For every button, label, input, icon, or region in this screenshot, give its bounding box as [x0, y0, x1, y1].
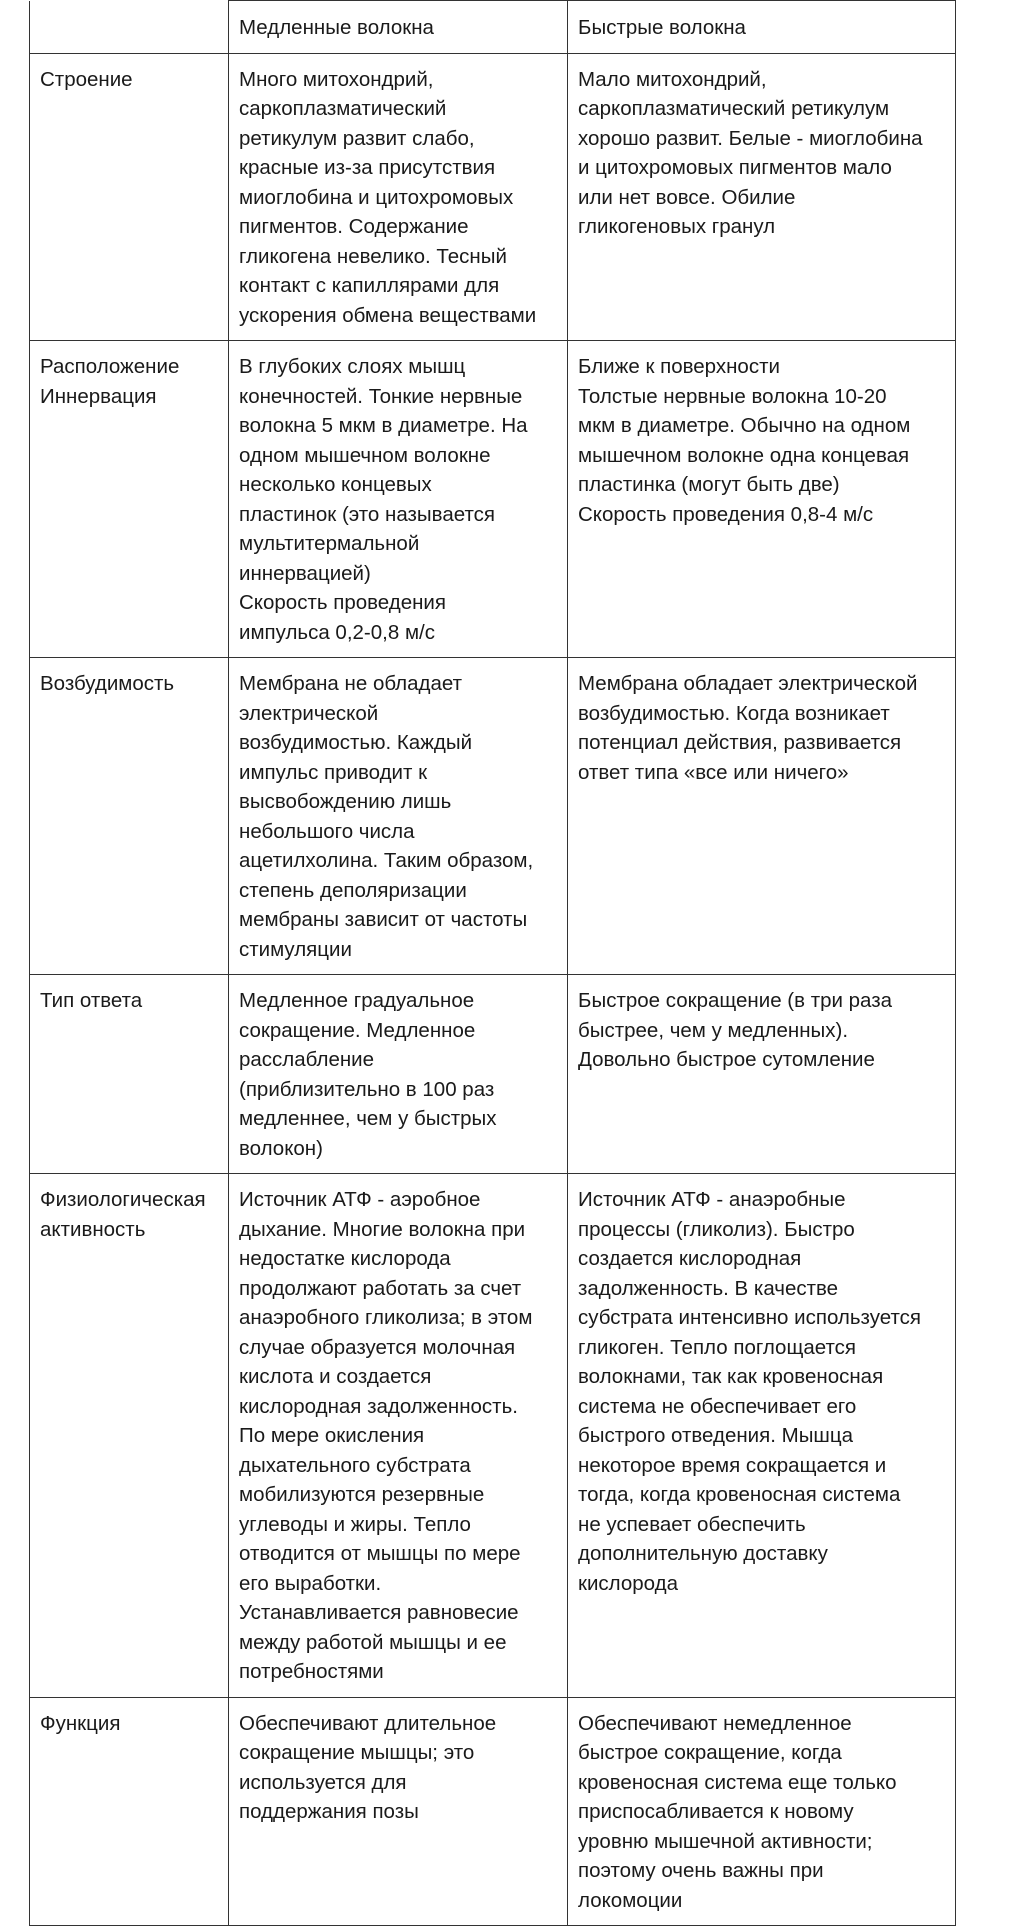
- slow-fiber-cell: Много митохондрий, саркоплазматический ретикулум развит слабо, красные из-за присутствия миоглобина и цитохромовых пигментов. Содержание гликогена невелико. Тесный контакт с капиллярами для ускорения обмена веществами: [229, 53, 568, 341]
- fast-fiber-cell: Источник АТФ - анаэробные процессы (гликолиз). Быстро создается кислородная задолженность. В качестве субстрата интенсивно используется гликоген. Тепло поглощается волокнами, так как кровеносная система не обеспечивает его быстрого отведения. Мышца некоторое время сокращается и тогда, когда кровеносная система не успевает обеспечить дополнительную доставку кислорода: [568, 1174, 956, 1698]
- slow-fiber-cell: Источник АТФ - аэробное дыхание. Многие волокна при недостатке кислорода продолжают работать за счет анаэробного гликолиза; в этом случае образуется молочная кислота и создается кислородная задолженность. По мере окисления дыхательного субстрата мобилизуются резервные углеводы и жиры. Тепло отводится от мышцы по мере его выработки. Устанавливается равновесие между работой мышцы и ее потребностями: [229, 1174, 568, 1698]
- fast-fiber-cell: Мембрана обладает электрической возбудимостью. Когда возникает потенциал действия, развивается ответ типа «все или ничего»: [568, 658, 956, 975]
- row-label: Тип ответа: [30, 975, 229, 1174]
- slow-fiber-cell: Обеспечивают длительное сокращение мышцы; это используется для поддержания позы: [229, 1697, 568, 1926]
- comparison-table: [29, 0, 956, 1926]
- fast-fiber-cell: Мало митохондрий, саркоплазматический ретикулум хорошо развит. Белые - миоглобина и цитохромовых пигментов мало или нет вовсе. Обилие гликогеновых гранул: [568, 53, 956, 341]
- slow-fiber-cell: Мембрана не обладает электрической возбудимостью. Каждый импульс приводит к высвобождению лишь небольшого числа ацетилхолина. Таким образом, степень деполяризации мембраны зависит от частоты стимуляции: [229, 658, 568, 975]
- table-row: [30, 975, 956, 1174]
- row-label: Расположение Иннервация: [30, 341, 229, 658]
- slow-fiber-cell: В глубоких слоях мышц конечностей. Тонкие нервные волокна 5 мкм в диаметре. На одном мышечном волокне несколько концевых пластинок (это называется мультитермальной иннервацией) Скорость проведения импульса 0,2-0,8 м/с: [229, 341, 568, 658]
- row-label: Функция: [30, 1697, 229, 1926]
- header-fast-fibers: Быстрые волокна: [568, 1, 956, 54]
- table-row: [30, 1174, 956, 1698]
- table-row: [30, 1697, 956, 1926]
- row-label: Строение: [30, 53, 229, 341]
- table-row: [30, 658, 956, 975]
- table-row: [30, 341, 956, 658]
- header-empty-cell: [30, 1, 229, 54]
- fast-fiber-cell: Ближе к поверхности Толстые нервные волокна 10-20 мкм в диаметре. Обычно на одном мышечном волокне одна концевая пластинка (могут быть две) Скорость проведения 0,8-4 м/с: [568, 341, 956, 658]
- fast-fiber-cell: Обеспечивают немедленное быстрое сокращение, когда кровеносная система еще только приспосабливается к новому уровню мышечной активности; поэтому очень важны при локомоции: [568, 1697, 956, 1926]
- header-slow-fibers: Медленные волокна: [229, 1, 568, 54]
- table-row: [30, 53, 956, 341]
- row-label: Возбудимость: [30, 658, 229, 975]
- fast-fiber-cell: Быстрое сокращение (в три раза быстрее, чем у медленных). Довольно быстрое сутомление: [568, 975, 956, 1174]
- slow-fiber-cell: Медленное градуальное сокращение. Медленное расслабление (приблизительно в 100 раз медленнее, чем у быстрых волокон): [229, 975, 568, 1174]
- row-label: Физиологическая активность: [30, 1174, 229, 1698]
- header-row: [30, 1, 956, 54]
